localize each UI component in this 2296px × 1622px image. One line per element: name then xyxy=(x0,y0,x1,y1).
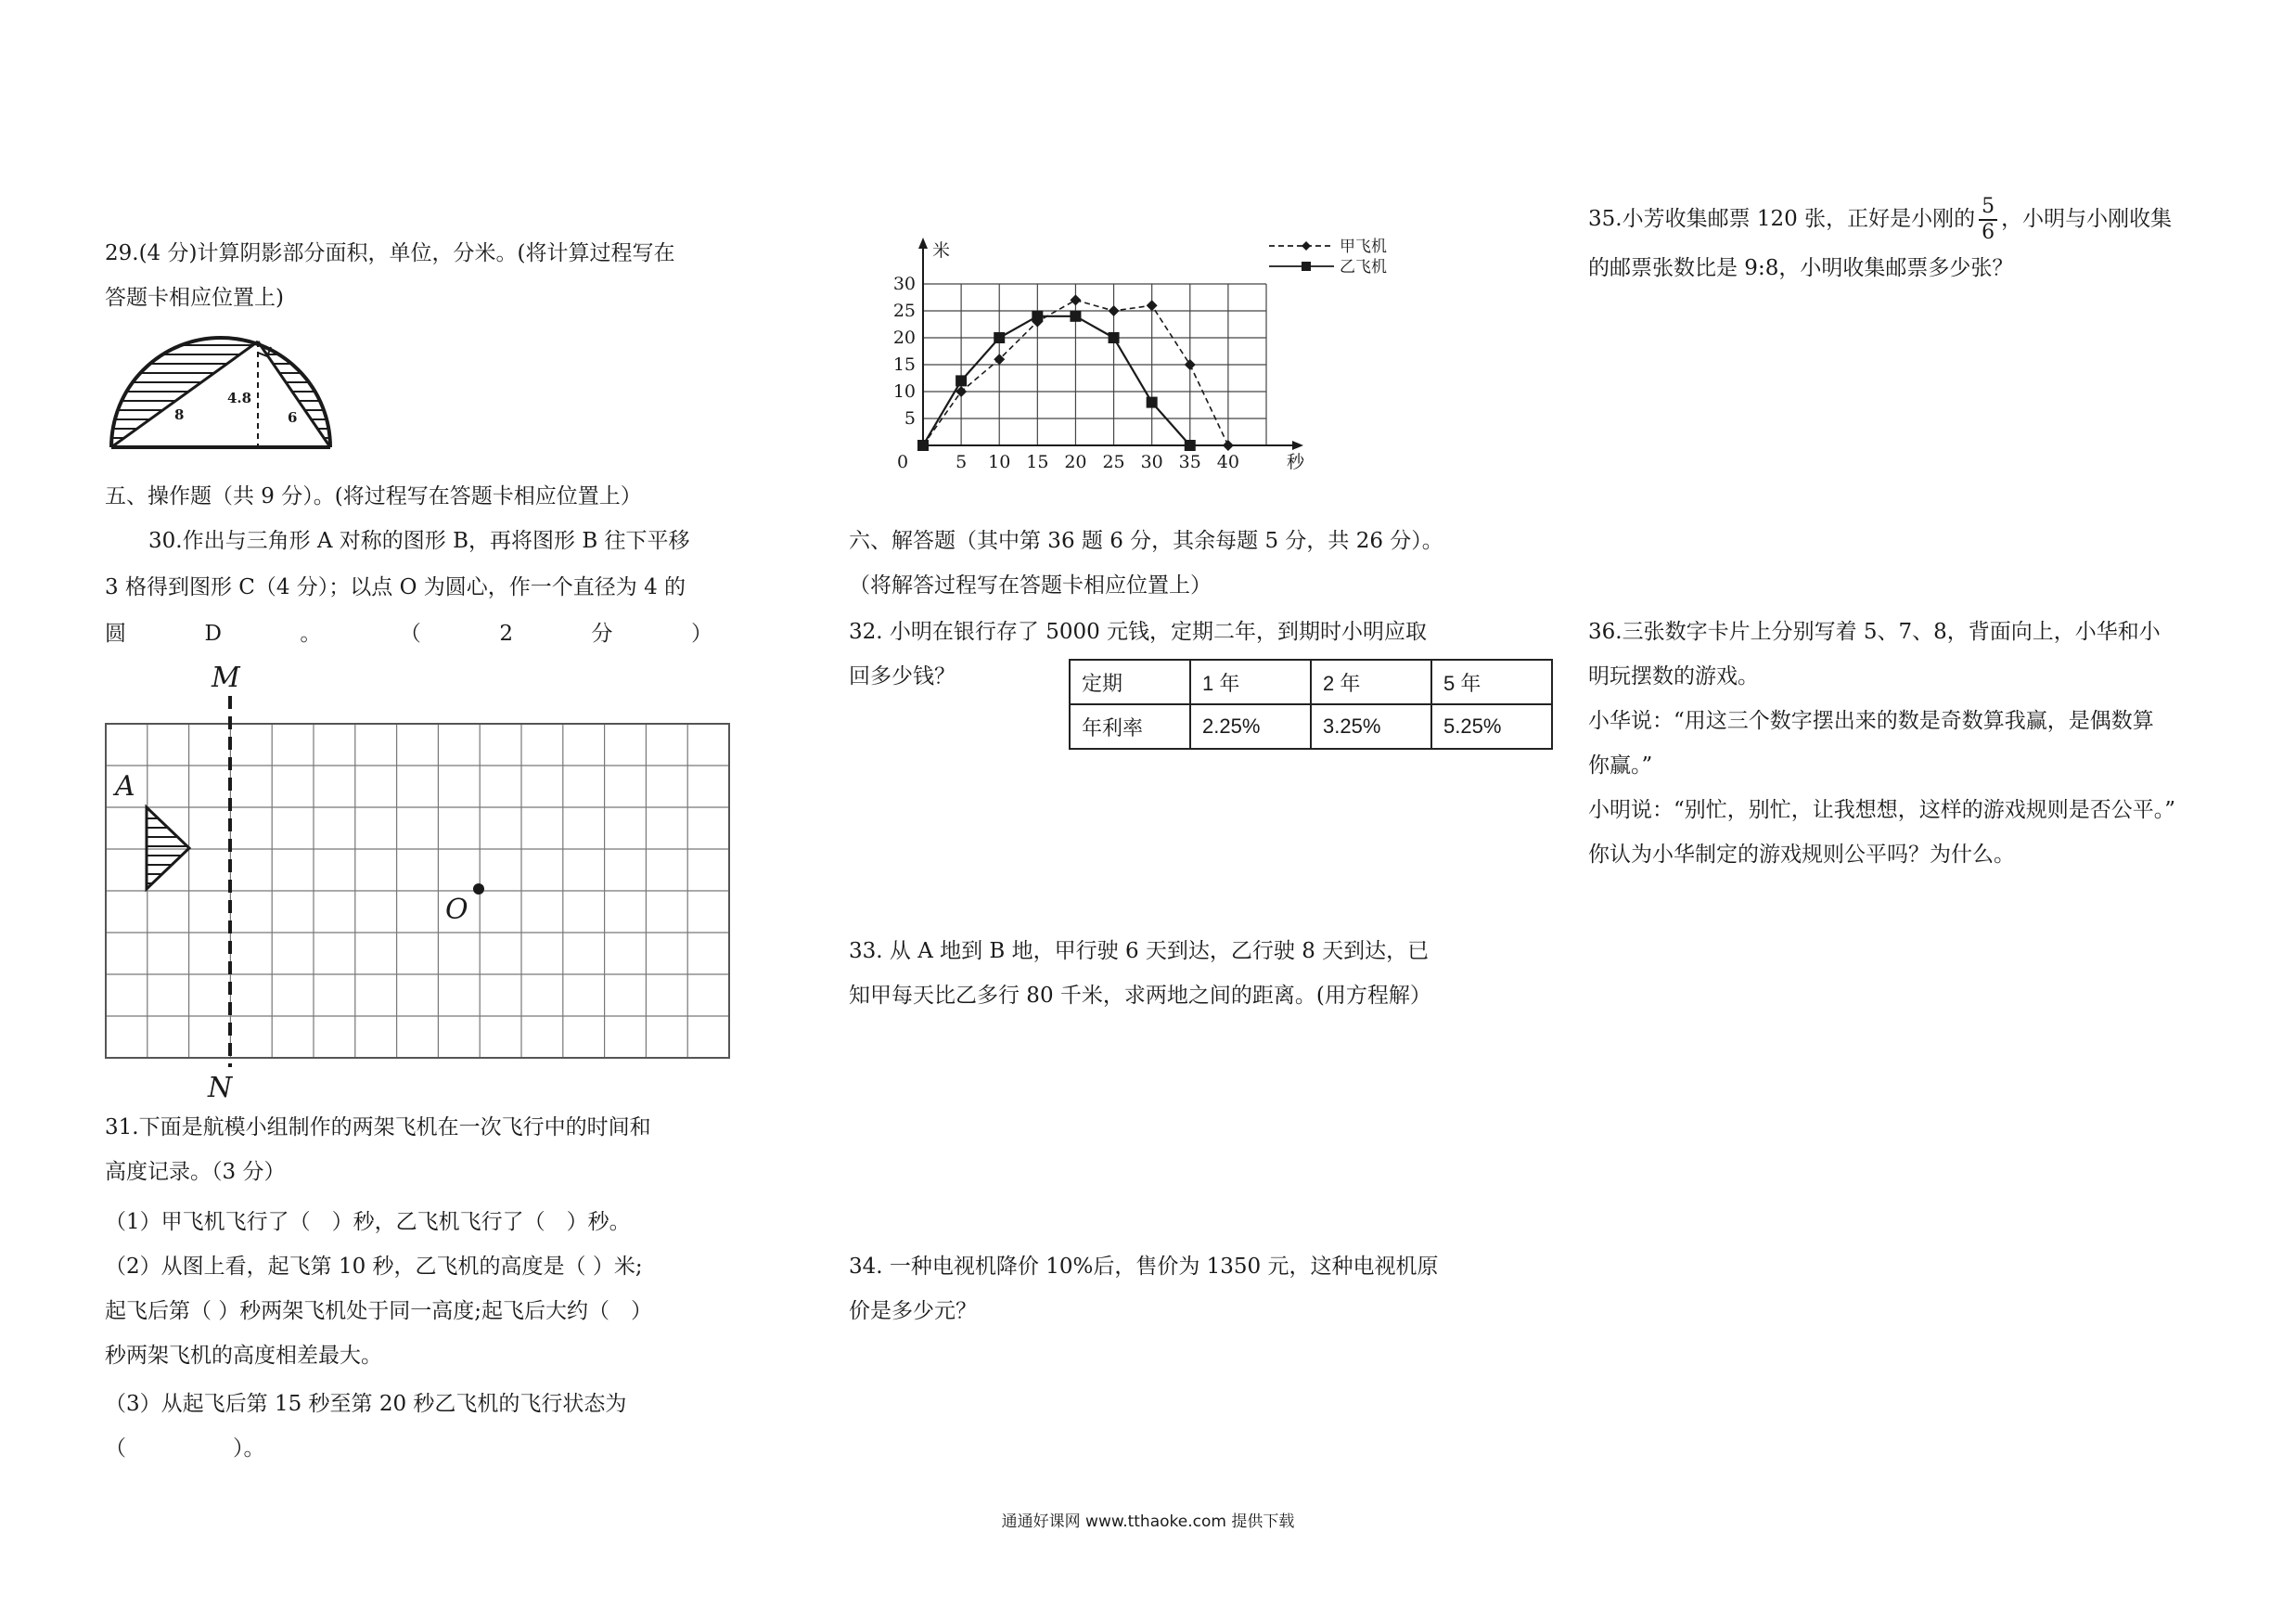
table-cell: 5.25% xyxy=(1431,704,1552,749)
q36-line4: 你赢。” xyxy=(1588,753,1653,778)
chart-point-series-1 xyxy=(1147,300,1158,311)
chart-ytick-label: 30 xyxy=(892,274,916,294)
q31-sub2b: 起飞后第（ ）秒两架飞机处于同一高度;起飞后大约（ ） xyxy=(105,1299,653,1323)
q34-line2: 价是多少元？ xyxy=(849,1299,977,1323)
q30-line2: 3 格得到图形 C（4 分）；以点 O 为圆心，作一个直径为 4 的 xyxy=(105,575,686,599)
chart-ytick-label: 20 xyxy=(892,328,916,348)
q36-line3: 小华说：“用这三个数字摆出来的数是奇数算我赢，是偶数算 xyxy=(1588,709,2154,733)
chart-x-arrow xyxy=(1292,441,1303,450)
q30-w2: D xyxy=(204,622,222,646)
q31-sub1: （1）甲飞机飞行了（ ）秒，乙飞机飞行了（ ）秒。 xyxy=(105,1210,631,1234)
chart-xtick-label: 35 xyxy=(1178,452,1201,472)
chart-legend-label: 乙飞机 xyxy=(1340,258,1387,277)
q31-sub3b: （ ）。 xyxy=(105,1436,265,1461)
q31-sub2c: 秒两架飞机的高度相差最大。 xyxy=(105,1344,382,1368)
footer-credit: 通通好课网 www.tthaoke.com 提供下载 xyxy=(1001,1513,1295,1531)
q31-sub3a: （3）从起飞后第 15 秒至第 20 秒乙飞机的飞行状态为 xyxy=(105,1392,627,1416)
chart-point-series-2 xyxy=(1109,332,1120,343)
q30-w7: ） xyxy=(691,622,712,646)
q33-line1: 33. 从 A 地到 B 地，甲行驶 6 天到达，乙行驶 8 天到达，已 xyxy=(849,939,1430,963)
q30-w5: 2 xyxy=(499,622,514,646)
chart-xtick-label: 25 xyxy=(1102,452,1125,472)
chart-point-series-1 xyxy=(1223,440,1234,451)
chart-point-series-2 xyxy=(1032,311,1043,322)
table-cell: 定期 xyxy=(1070,660,1190,704)
chart-point-series-2 xyxy=(994,332,1005,343)
table-row xyxy=(1070,660,1552,704)
q31-sub2a: （2）从图上看，起飞第 10 秒，乙飞机的高度是（ ）米; xyxy=(105,1255,643,1279)
table-cell: 3.25% xyxy=(1311,704,1431,749)
section6-title: 六、解答题（其中第 36 题 6 分，其余每题 5 分，共 26 分）。 xyxy=(849,529,1443,553)
chart-xtick-label: 20 xyxy=(1064,452,1087,472)
fraction-numerator: 5 xyxy=(1979,195,1997,221)
q29-semicircle-figure xyxy=(102,334,343,455)
chart-xtick-label: 5 xyxy=(956,452,968,472)
q30-w4: （ xyxy=(399,622,421,646)
chart-xtick-label: 15 xyxy=(1026,452,1049,472)
chart-ytick-label: 25 xyxy=(892,301,916,321)
table-cell: 5 年 xyxy=(1431,660,1552,704)
section5-title: 五、操作题（共 9 分）。(将过程写在答题卡相应位置上） xyxy=(105,484,642,508)
q32-line2: 回多少钱？ xyxy=(849,664,956,689)
q36-line1: 36.三张数字卡片上分别写着 5、7、8，背面向上，小华和小 xyxy=(1588,620,2161,644)
q35-text-b: ，小明与小刚收集 xyxy=(2001,207,2173,231)
fraction-five-sixths xyxy=(1979,195,1997,245)
q34-line1: 34. 一种电视机降价 10%后，售价为 1350 元，这种电视机原 xyxy=(849,1255,1439,1279)
chart-point-series-1 xyxy=(1185,359,1196,370)
q30-w3: 。 xyxy=(300,622,322,646)
chart-xtick-label: 40 xyxy=(1216,452,1239,472)
q35-text-a: 35.小芳收集邮票 120 张，正好是小刚的 xyxy=(1588,207,1976,231)
chart-xtick-label: 0 xyxy=(896,452,909,472)
chart-ytick-label: 15 xyxy=(892,354,916,375)
chart-xtick-label: 30 xyxy=(1140,452,1163,472)
q31-line2: 高度记录。（3 分） xyxy=(105,1160,286,1184)
chart-point-series-2 xyxy=(1185,440,1196,451)
q31-line1: 31.下面是航模小组制作的两架飞机在一次飞行中的时间和 xyxy=(105,1115,651,1139)
q32-line1: 32. 小明在银行存了 5000 元钱，定期二年，到期时小明应取 xyxy=(849,620,1428,644)
label-M: M xyxy=(212,662,240,694)
q33-line2: 知甲每天比乙多行 80 千米，求两地之间的距离。(用方程解） xyxy=(849,984,1431,1008)
fraction-denominator: 6 xyxy=(1982,221,1995,244)
chart-point-series-2 xyxy=(956,375,967,386)
q36-line2: 明玩摆数的游戏。 xyxy=(1588,664,1759,689)
chart-y-arrow xyxy=(918,238,928,249)
q35-line1 xyxy=(1588,195,2172,245)
chart-legend-marker xyxy=(1302,262,1311,271)
chart-xlabel: 秒 xyxy=(1287,452,1305,472)
chart-xtick-label: 10 xyxy=(988,452,1011,472)
q30-grid-figure xyxy=(93,650,742,1114)
label-N: N xyxy=(208,1072,233,1104)
chart-ytick-label: 5 xyxy=(904,408,916,429)
chart-legend-marker xyxy=(1302,241,1311,251)
q36-line6: 你认为小华制定的游戏规则公平吗？为什么。 xyxy=(1588,843,2015,867)
chart-point-series-1 xyxy=(1109,305,1120,316)
flight-height-chart xyxy=(872,223,1429,483)
q36-line5: 小明说：“别忙，别忙，让我想想，这样的游戏规则是否公平。” xyxy=(1588,798,2176,822)
label-A: A xyxy=(115,770,135,803)
q30-w6: 分 xyxy=(591,622,613,646)
q29-line1: 29.(4 分)计算阴影部分面积，单位，分米。(将计算过程写在 xyxy=(105,241,675,265)
table-cell: 2.25% xyxy=(1190,704,1311,749)
q30-line1: 30.作出与三角形 A 对称的图形 B，再将图形 B 往下平移 xyxy=(148,529,690,553)
table-cell: 年利率 xyxy=(1070,704,1190,749)
q35-line2: 的邮票张数比是 9:8，小明收集邮票多少张？ xyxy=(1588,256,2014,280)
label-6: 6 xyxy=(288,409,298,426)
chart-ylabel: 米 xyxy=(932,240,951,261)
q29-line2: 答题卡相应位置上) xyxy=(105,286,284,310)
interest-rate-table xyxy=(1069,659,1553,750)
table-cell: 2 年 xyxy=(1311,660,1431,704)
label-4.8: 4.8 xyxy=(227,390,252,406)
chart-point-series-2 xyxy=(1070,311,1081,322)
table-cell: 1 年 xyxy=(1190,660,1311,704)
chart-legend-label: 甲飞机 xyxy=(1340,238,1387,256)
chart-ytick-label: 10 xyxy=(892,381,916,402)
chart-point-series-1 xyxy=(1070,294,1081,305)
label-8: 8 xyxy=(174,406,185,423)
q30-w1: 圆 xyxy=(105,622,126,646)
chart-point-series-2 xyxy=(1147,397,1158,408)
label-O: O xyxy=(445,894,468,926)
chart-point-series-2 xyxy=(917,440,929,451)
table-row xyxy=(1070,704,1552,749)
section6-subtitle: （将解答过程写在答题卡相应位置上） xyxy=(849,573,1212,598)
